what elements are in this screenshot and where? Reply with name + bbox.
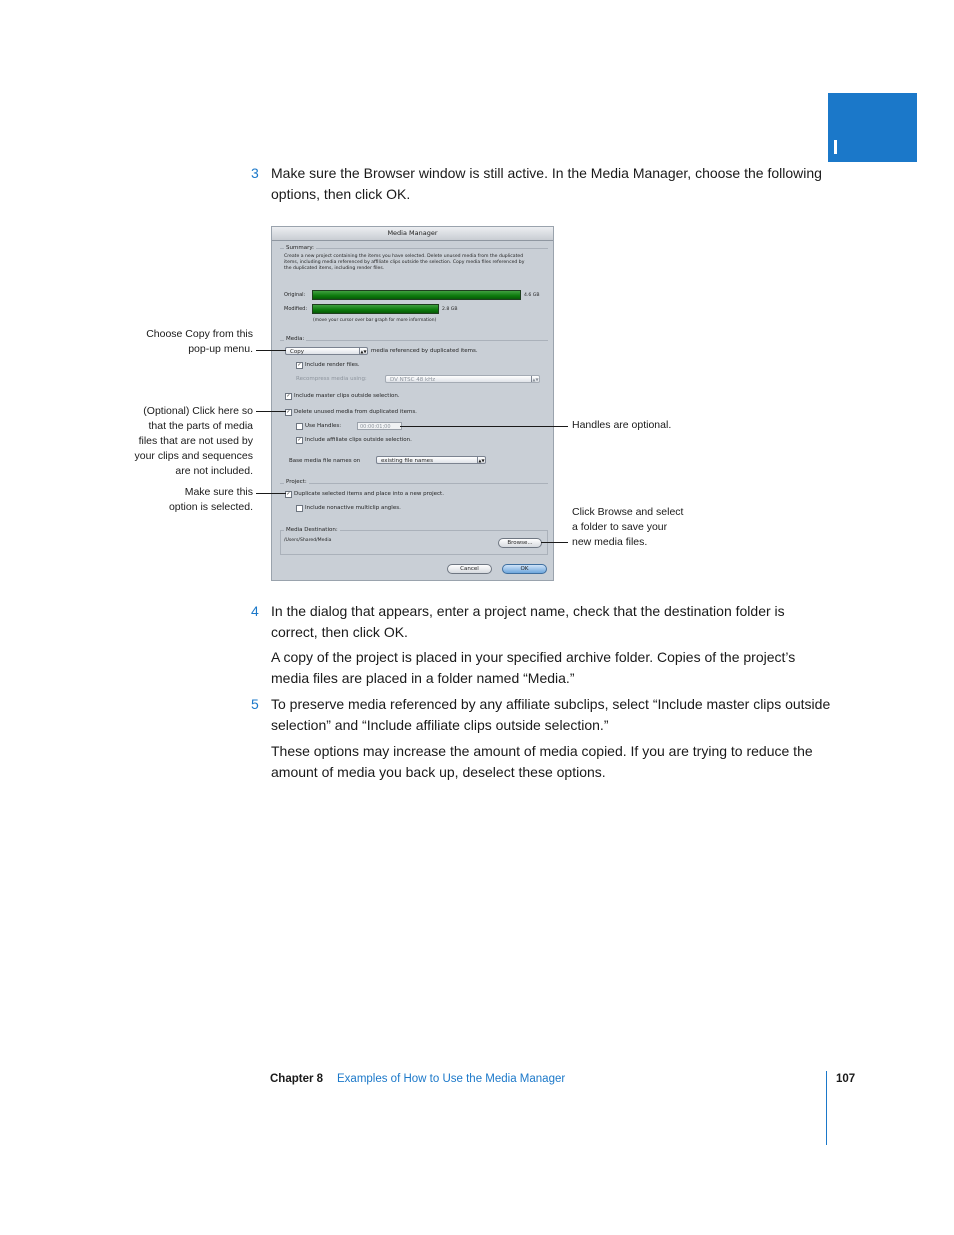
media-action-value: Copy bbox=[290, 349, 304, 355]
recompress-label: Recompress media using: bbox=[296, 376, 367, 382]
callout-optional-line-4: your clips and sequences bbox=[134, 450, 253, 462]
project-label: Project: bbox=[286, 479, 307, 485]
handles-field[interactable]: 00:00:01;00 bbox=[357, 422, 402, 430]
step-text: To preserve media referenced by any affiliate subclips, select “Include master clips outside selection” and “Include affiliate clips outside selection.” bbox=[271, 696, 831, 733]
callout-browse-line-2: a folder to save your bbox=[572, 521, 668, 533]
popup-arrows-icon: ▲▼ bbox=[360, 349, 367, 354]
leader-line bbox=[256, 350, 286, 351]
page-number: 107 bbox=[836, 1073, 856, 1085]
media-divider bbox=[280, 340, 548, 341]
callout-copy bbox=[100, 327, 253, 357]
destination-label: Media Destination: bbox=[286, 527, 338, 533]
check-icon: ✓ bbox=[286, 491, 291, 497]
summary-text-1: Create a new project containing the items you have selected. Delete unused media from the duplicated bbox=[284, 254, 524, 259]
footer-chapter: Chapter 8 bbox=[270, 1073, 324, 1085]
check-icon: ✓ bbox=[286, 409, 291, 415]
step-number: 5 bbox=[251, 696, 259, 712]
callout-copy-line-1: Choose Copy from this bbox=[146, 328, 253, 340]
include-nonactive-label: Include nonactive multiclip angles. bbox=[305, 505, 401, 511]
duplicate-items-label: Duplicate selected items and place into a new project. bbox=[294, 491, 444, 497]
step-text: In the dialog that appears, enter a project name, check that the destination folder is correct, then click OK. bbox=[271, 603, 785, 640]
delete-unused-checkbox[interactable] bbox=[285, 409, 292, 416]
callout-optional bbox=[100, 404, 253, 479]
popup-arrows-icon: ▲▼ bbox=[478, 458, 485, 463]
step-5-note: These options may increase the amount of media copied. If you are trying to reduce the amount of media you back up, deselect these options. bbox=[271, 743, 813, 780]
chapter-tab-mark bbox=[834, 140, 837, 154]
ok-button[interactable]: OK bbox=[502, 564, 547, 574]
recompress-value: DV NTSC 48 kHz bbox=[390, 377, 436, 383]
step-text: Make sure the Browser window is still active. In the Media Manager, choose the following options, then click OK. bbox=[271, 165, 822, 202]
leader-line bbox=[256, 493, 286, 494]
include-master-checkbox[interactable] bbox=[285, 393, 292, 400]
check-icon: ✓ bbox=[286, 393, 291, 399]
destination-path: /Users/Shared/Media bbox=[284, 538, 332, 543]
delete-unused-label: Delete unused media from duplicated items. bbox=[294, 409, 417, 415]
dialog-title: Media Manager bbox=[272, 227, 553, 241]
callout-makesure bbox=[100, 485, 253, 515]
callout-optional-line-5: are not included. bbox=[175, 465, 253, 477]
cancel-button[interactable]: Cancel bbox=[447, 564, 492, 574]
footer-divider bbox=[826, 1071, 827, 1145]
step-number: 3 bbox=[251, 165, 259, 181]
check-icon: ✓ bbox=[297, 362, 302, 368]
callout-optional-line-2: that the parts of media bbox=[148, 420, 253, 432]
callout-optional-line-3: files that are not used by bbox=[138, 435, 253, 447]
duplicate-items-checkbox[interactable] bbox=[285, 491, 292, 498]
include-nonactive-checkbox[interactable] bbox=[296, 505, 303, 512]
base-names-value: existing file names bbox=[381, 458, 433, 464]
media-label: Media: bbox=[286, 336, 305, 342]
check-icon: ✓ bbox=[297, 437, 302, 443]
include-master-label: Include master clips outside selection. bbox=[294, 393, 400, 399]
summary-divider bbox=[280, 248, 548, 249]
include-render-label: Include render files. bbox=[305, 362, 360, 368]
media-action-popup[interactable] bbox=[285, 347, 368, 355]
leader-line bbox=[256, 411, 286, 412]
original-size: 4.6 GB bbox=[524, 293, 540, 298]
include-render-checkbox[interactable] bbox=[296, 362, 303, 369]
modified-label: Modified: bbox=[284, 306, 308, 312]
bar-hint: (move your cursor over bar graph for more information) bbox=[313, 318, 437, 323]
step-number: 4 bbox=[251, 603, 259, 619]
callout-optional-line-1: (Optional) Click here so bbox=[143, 405, 253, 417]
base-names-label: Base media file names on bbox=[289, 458, 361, 464]
use-handles-label: Use Handles: bbox=[305, 423, 342, 429]
callout-copy-line-2: pop-up menu. bbox=[188, 343, 253, 355]
chapter-tab bbox=[828, 93, 917, 162]
use-handles-checkbox[interactable] bbox=[296, 423, 303, 430]
summary-text-3: the duplicated items, including render files. bbox=[284, 266, 385, 271]
leader-line bbox=[400, 426, 568, 427]
callout-browse-line-1: Click Browse and select bbox=[572, 506, 684, 518]
callout-makesure-line-2: option is selected. bbox=[168, 501, 253, 513]
callout-browse bbox=[572, 505, 683, 550]
media-manager-dialog bbox=[271, 226, 554, 581]
base-names-popup[interactable] bbox=[376, 456, 486, 464]
modified-size: 2.8 GB bbox=[442, 307, 458, 312]
callout-handles: Handles are optional. bbox=[572, 419, 672, 431]
include-affiliate-checkbox[interactable] bbox=[296, 437, 303, 444]
step-4-note: A copy of the project is placed in your specified archive folder. Copies of the project’s media files are placed in a folder named “Media.” bbox=[271, 649, 796, 686]
media-popup-suffix: media referenced by duplicated items. bbox=[371, 348, 478, 354]
footer-chapter-title: Examples of How to Use the Media Manager bbox=[337, 1073, 566, 1085]
leader-line bbox=[541, 542, 568, 543]
recompress-popup[interactable] bbox=[385, 375, 540, 383]
summary-label: Summary: bbox=[286, 245, 315, 251]
project-divider bbox=[280, 483, 548, 484]
original-size-bar[interactable] bbox=[312, 290, 521, 300]
popup-arrows-icon: ▲▼ bbox=[532, 377, 539, 382]
callout-browse-line-3: new media files. bbox=[572, 536, 648, 548]
original-label: Original: bbox=[284, 292, 306, 298]
callout-makesure-line-1: Make sure this bbox=[184, 486, 253, 498]
modified-size-bar[interactable] bbox=[312, 304, 439, 314]
include-affiliate-label: Include affiliate clips outside selection. bbox=[305, 437, 412, 443]
summary-text-2: items, including media referenced by affiliate clips outside the selection. Copy media files referenced by bbox=[284, 260, 525, 265]
browse-button[interactable]: Browse... bbox=[498, 538, 542, 548]
